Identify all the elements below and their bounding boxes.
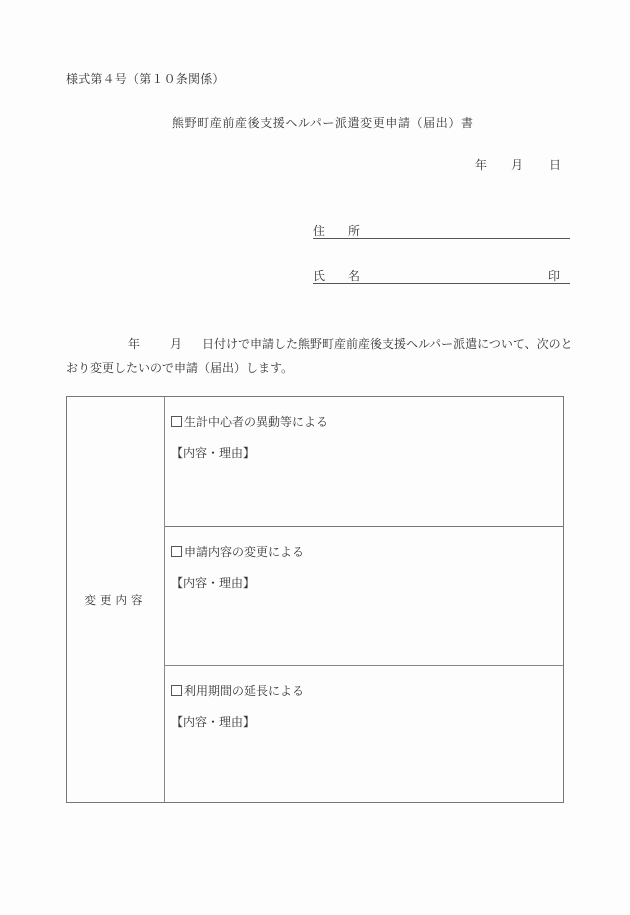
date-month-label: 月 — [511, 158, 524, 172]
change-row — [165, 527, 563, 666]
body-year: 年 — [128, 337, 141, 351]
checkbox-icon[interactable] — [171, 416, 182, 427]
change-row — [165, 666, 563, 802]
option-label: 申請内容の変更による — [184, 545, 305, 559]
change-option[interactable] — [171, 543, 304, 560]
option-label: 生計中心者の異動等による — [184, 415, 329, 429]
change-content-label: 変更内容 — [84, 593, 147, 607]
address-field[interactable] — [313, 222, 570, 239]
address-label: 住 所 — [313, 224, 361, 238]
body-month: 月 — [170, 337, 183, 351]
date-day-label: 日 — [549, 158, 562, 172]
body-text: 日付けで申請した熊野町産前産後支援ヘルパー派遣について、次のとおり変更したいので申請（届出）します。 — [66, 337, 573, 375]
date-line — [475, 156, 561, 173]
document-title: 熊野町産前産後支援ヘルパー派遣変更申請（届出）書 — [172, 116, 474, 130]
change-option[interactable] — [171, 413, 328, 430]
reason-label: 【内容・理由】 — [171, 446, 256, 460]
change-content-label-cell — [67, 397, 165, 802]
change-option[interactable] — [171, 682, 304, 699]
checkbox-icon[interactable] — [171, 546, 182, 557]
reason-label: 【内容・理由】 — [171, 715, 256, 729]
reason-label: 【内容・理由】 — [171, 576, 256, 590]
change-details-table — [66, 396, 564, 803]
name-field[interactable] — [313, 267, 570, 284]
checkbox-icon[interactable] — [171, 685, 182, 696]
name-label: 氏 名 — [313, 269, 361, 283]
change-row — [165, 397, 563, 527]
option-label: 利用期間の延長による — [184, 684, 305, 698]
body-paragraph — [66, 332, 576, 380]
form-number: 様式第４号（第１０条関係） — [66, 72, 225, 86]
seal-mark: 印 — [547, 269, 560, 283]
date-year-label: 年 — [475, 158, 488, 172]
